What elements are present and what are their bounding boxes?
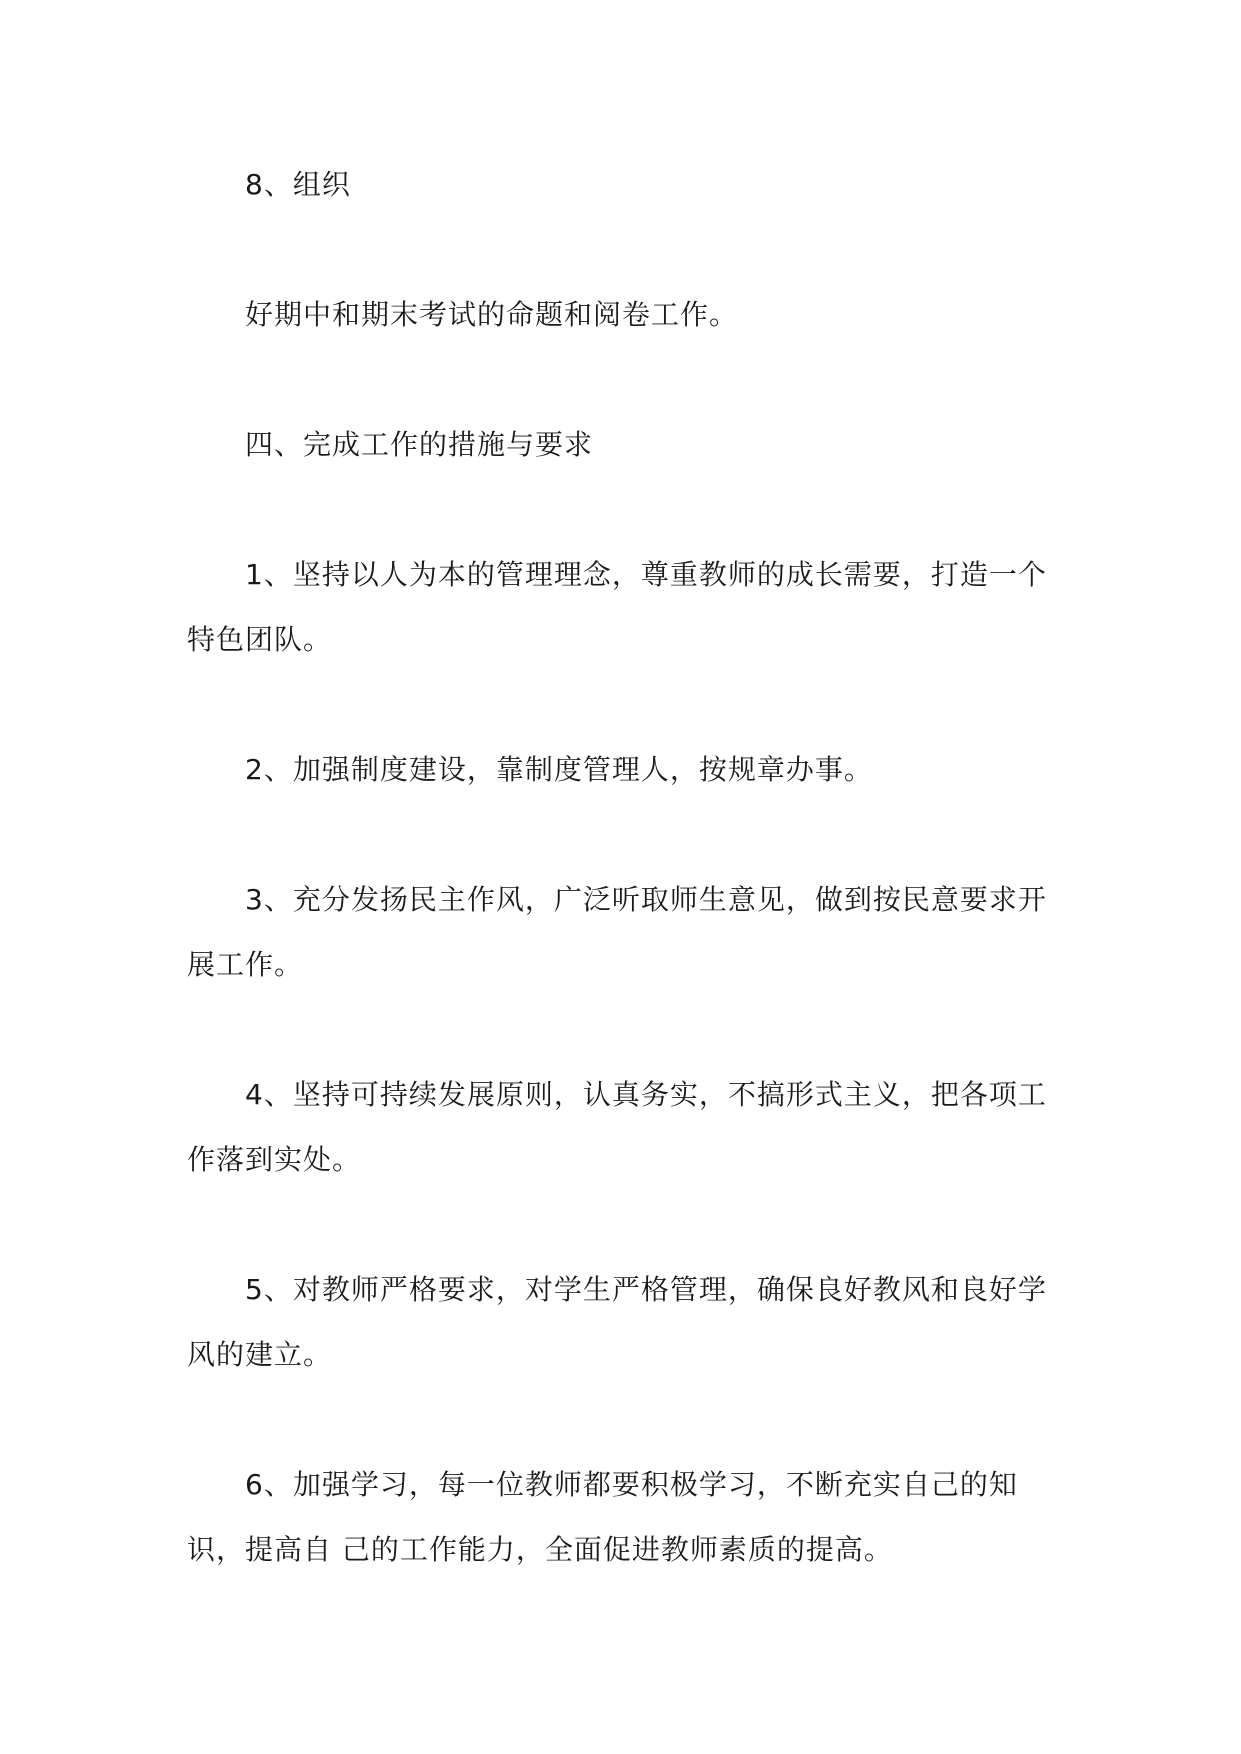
paragraph-item-8-heading: 8、组织: [245, 168, 351, 201]
paragraph-measure-3: 3、充分发扬民主作风，广泛听取师生意见，做到按民意要求开展工作。: [187, 883, 1047, 981]
section-heading-measures: 四、完成工作的措施与要求: [245, 428, 594, 461]
paragraph-measure-5: 5、对教师严格要求，对学生严格管理，确保良好教风和良好学风的建立。: [187, 1273, 1047, 1371]
paragraph-measure-4: 4、坚持可持续发展原则，认真务实，不搞形式主义，把各项工作落到实处。: [187, 1078, 1047, 1176]
paragraph-measure-2: 2、加强制度建设，靠制度管理人，按规章办事。: [245, 753, 873, 786]
paragraph-measure-1: 1、坚持以人为本的管理理念，尊重教师的成长需要，打造一个特色团队。: [187, 558, 1047, 656]
paragraph-exam-work: 好期中和期末考试的命题和阅卷工作。: [245, 298, 739, 331]
paragraph-measure-6: 6、加强学习，每一位教师都要积极学习，不断充实自己的知识，提高自 己的工作能力，全面促进教师素质的提高。: [187, 1468, 1018, 1566]
